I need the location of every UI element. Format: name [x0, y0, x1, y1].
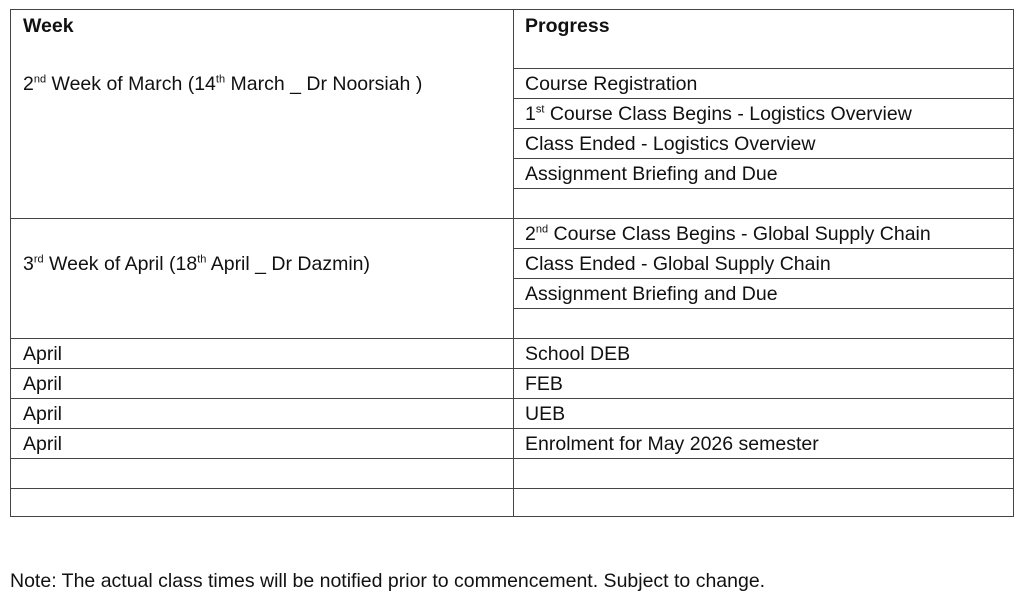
- week-text-superscript: nd: [33, 73, 47, 86]
- row-divider: [11, 368, 1013, 369]
- table-row-week: April: [23, 343, 63, 365]
- week-text: Week of April (18: [43, 253, 198, 275]
- progress-text: Assignment Briefing and Due: [525, 283, 778, 305]
- progress-text-superscript: nd: [535, 223, 549, 236]
- column-divider: [513, 10, 514, 516]
- progress-cell: [525, 129, 815, 159]
- schedule-table: [10, 9, 1014, 517]
- row-divider: [11, 338, 1013, 339]
- progress-cell: [525, 159, 778, 189]
- progress-text: 1: [525, 103, 536, 125]
- progress-cell: [525, 99, 912, 129]
- progress-text: Course Class Begins - Global Supply Chain: [548, 223, 931, 245]
- header-week: Week: [23, 15, 74, 37]
- table-row-progress: FEB: [525, 373, 563, 395]
- week-text: April _ Dr Dazmin): [206, 253, 370, 275]
- row-divider: [11, 488, 1013, 489]
- table-row-progress: Enrolment for May 2026 semester: [525, 433, 819, 455]
- row-divider: [11, 428, 1013, 429]
- progress-cell: [525, 249, 831, 279]
- row-divider: [11, 398, 1013, 399]
- week-text: 3: [23, 253, 34, 275]
- progress-text: Course Registration: [525, 73, 698, 95]
- header-progress: Progress: [525, 15, 610, 37]
- progress-text: 2: [525, 223, 536, 245]
- week-text: Week of March (14: [46, 73, 216, 95]
- progress-cell: [525, 279, 778, 309]
- week-text-superscript: th: [215, 73, 226, 86]
- progress-text-superscript: st: [535, 103, 545, 116]
- week-text-superscript: rd: [33, 253, 44, 266]
- progress-text: Assignment Briefing and Due: [525, 163, 778, 185]
- table-row-week: April: [23, 373, 63, 395]
- progress-cell: [525, 69, 697, 99]
- week-text: 2: [23, 73, 34, 95]
- week-cell-april: [23, 249, 370, 279]
- row-divider: [11, 458, 1013, 459]
- table-row-progress: School DEB: [525, 343, 631, 365]
- progress-text: Class Ended - Global Supply Chain: [525, 253, 831, 275]
- progress-text: Course Class Begins - Logistics Overview: [544, 103, 912, 125]
- footnote: Note: The actual class times will be notified prior to commencement. Subject to change.: [10, 570, 766, 592]
- progress-text: Class Ended - Logistics Overview: [525, 133, 816, 155]
- table-row-week: April: [23, 403, 63, 425]
- table-row-progress: UEB: [525, 403, 566, 425]
- progress-cell: [525, 219, 931, 249]
- week-text-superscript: th: [197, 253, 207, 266]
- week-cell-march: [23, 69, 422, 99]
- table-row-week: April: [23, 433, 63, 455]
- week-text: March _ Dr Noorsiah ): [225, 73, 423, 95]
